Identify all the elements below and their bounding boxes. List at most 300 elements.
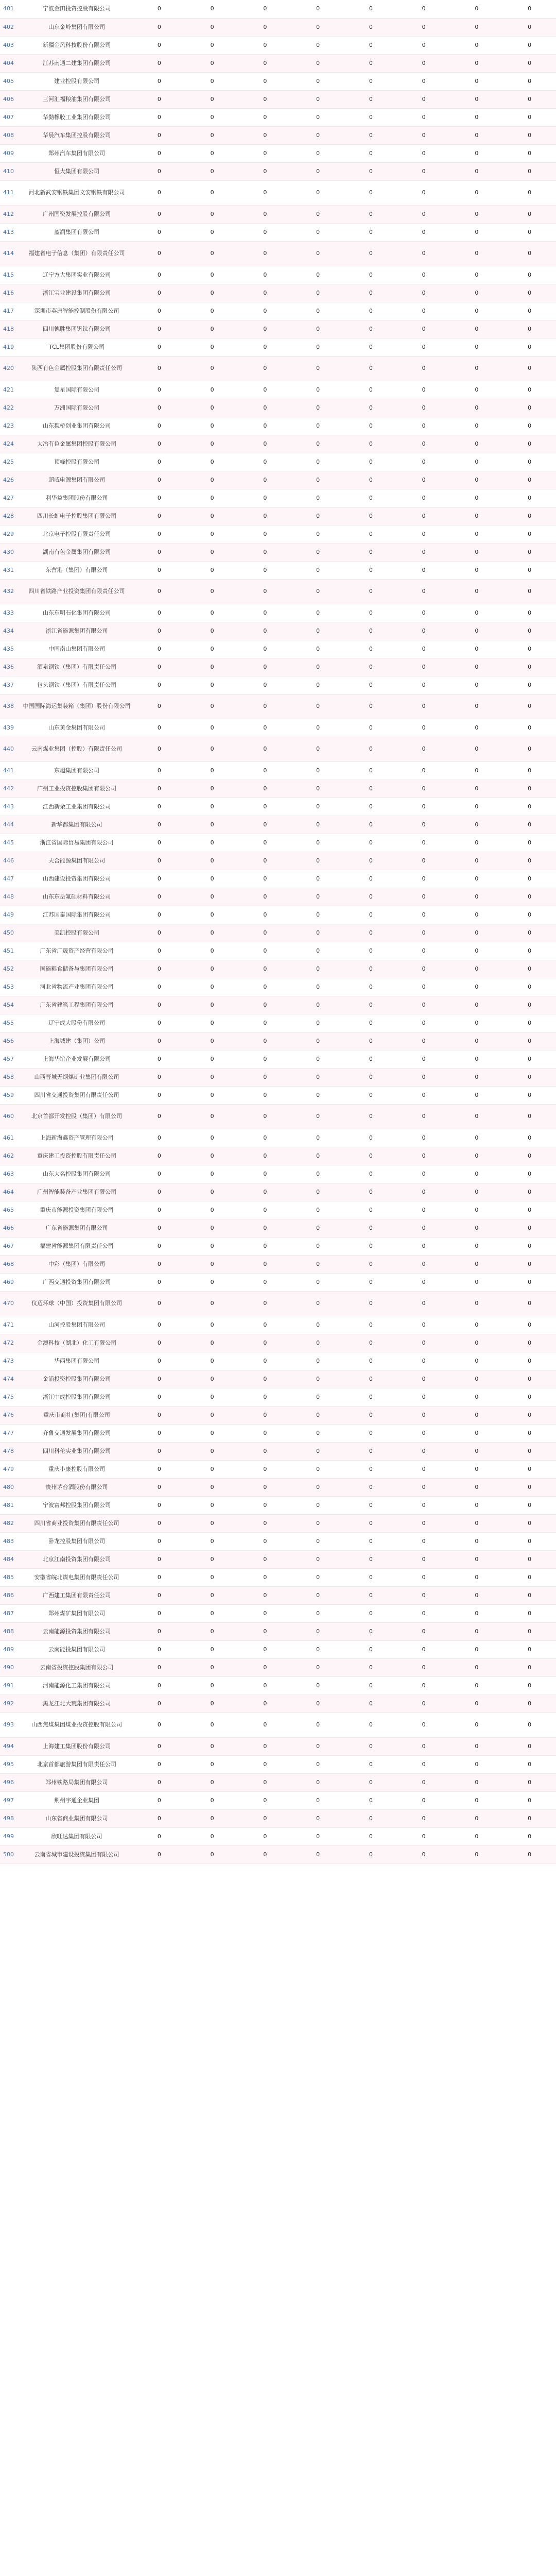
- value-cell: 0: [291, 453, 344, 471]
- value-cell: 0: [397, 1694, 450, 1713]
- value-cell: 0: [450, 1068, 503, 1086]
- rank-cell: 410: [0, 162, 21, 180]
- company-name-cell: 山东金岭集团有限公司: [21, 18, 133, 36]
- value-cell: 0: [397, 1604, 450, 1622]
- value-cell: 0: [344, 1316, 397, 1334]
- company-name-cell: 江苏南通二建集团有限公司: [21, 54, 133, 72]
- value-cell: 0: [344, 604, 397, 622]
- value-cell: 0: [291, 1640, 344, 1658]
- value-cell: 0: [397, 1809, 450, 1827]
- value-cell: 0: [503, 1478, 556, 1496]
- rank-cell: 487: [0, 1604, 21, 1622]
- value-cell: 0: [186, 1622, 239, 1640]
- value-cell: 0: [344, 302, 397, 320]
- value-cell: 0: [344, 18, 397, 36]
- value-cell: 0: [239, 1460, 292, 1478]
- value-cell: 0: [291, 779, 344, 798]
- value-cell: 0: [344, 1183, 397, 1201]
- value-cell: 0: [186, 996, 239, 1014]
- rank-cell: 439: [0, 719, 21, 737]
- value-cell: 0: [450, 338, 503, 356]
- value-cell: 0: [239, 1086, 292, 1104]
- rank-cell: 440: [0, 737, 21, 761]
- value-cell: 0: [450, 1442, 503, 1460]
- value-cell: 0: [239, 676, 292, 694]
- value-cell: 0: [133, 302, 186, 320]
- value-cell: 0: [186, 1532, 239, 1550]
- table-row: [0, 144, 556, 162]
- table-row: [0, 72, 556, 90]
- rank-cell: 480: [0, 1478, 21, 1496]
- company-name-cell: 广东省建筑工程集团有限公司: [21, 996, 133, 1014]
- value-cell: 0: [133, 1352, 186, 1370]
- value-cell: 0: [503, 1791, 556, 1809]
- value-cell: 0: [239, 1183, 292, 1201]
- value-cell: 0: [186, 241, 239, 266]
- value-cell: 0: [450, 834, 503, 852]
- value-cell: 0: [133, 1478, 186, 1496]
- value-cell: 0: [186, 1514, 239, 1532]
- value-cell: 0: [503, 223, 556, 241]
- value-cell: 0: [397, 888, 450, 906]
- table-row: [0, 453, 556, 471]
- value-cell: 0: [397, 1273, 450, 1291]
- value-cell: 0: [450, 640, 503, 658]
- value-cell: 0: [397, 1514, 450, 1532]
- value-cell: 0: [239, 507, 292, 525]
- value-cell: 0: [239, 1845, 292, 1863]
- table-row: [0, 266, 556, 284]
- value-cell: 0: [503, 72, 556, 90]
- company-name-cell: 山西焦煤集团煤业投资控股有限公司: [21, 1713, 133, 1737]
- value-cell: 0: [397, 223, 450, 241]
- value-cell: 0: [133, 1237, 186, 1255]
- table-row: [0, 205, 556, 223]
- value-cell: 0: [397, 356, 450, 381]
- value-cell: 0: [503, 942, 556, 960]
- value-cell: 0: [291, 870, 344, 888]
- value-cell: 0: [239, 1478, 292, 1496]
- value-cell: 0: [291, 108, 344, 126]
- value-cell: 0: [344, 1809, 397, 1827]
- company-name-cell: 贵州茅台酒股份有限公司: [21, 1478, 133, 1496]
- value-cell: 0: [239, 453, 292, 471]
- value-cell: 0: [239, 834, 292, 852]
- value-cell: 0: [239, 1219, 292, 1237]
- value-cell: 0: [239, 604, 292, 622]
- rank-cell: 438: [0, 694, 21, 719]
- value-cell: 0: [291, 978, 344, 996]
- company-name-cell: 天合能源集团有限公司: [21, 852, 133, 870]
- company-name-cell: 宁波富邦控股集团有限公司: [21, 1496, 133, 1514]
- value-cell: 0: [450, 525, 503, 543]
- value-cell: 0: [503, 1713, 556, 1737]
- company-name-cell: 包头钢铁（集团）有限责任公司: [21, 676, 133, 694]
- value-cell: 0: [450, 18, 503, 36]
- rank-cell: 456: [0, 1032, 21, 1050]
- value-cell: 0: [186, 302, 239, 320]
- table-row: [0, 543, 556, 561]
- value-cell: 0: [133, 1568, 186, 1586]
- rank-cell: 460: [0, 1104, 21, 1129]
- company-name-cell: 云南能投集团有限公司: [21, 1640, 133, 1658]
- value-cell: 0: [450, 1050, 503, 1068]
- table-row: [0, 1370, 556, 1388]
- value-cell: 0: [397, 302, 450, 320]
- rank-cell: 496: [0, 1773, 21, 1791]
- rank-cell: 470: [0, 1291, 21, 1316]
- value-cell: 0: [133, 1050, 186, 1068]
- value-cell: 0: [239, 1147, 292, 1165]
- value-cell: 0: [291, 1406, 344, 1424]
- value-cell: 0: [450, 417, 503, 435]
- company-name-cell: 恒大集团有限公司: [21, 162, 133, 180]
- value-cell: 0: [133, 1104, 186, 1129]
- table-row: [0, 471, 556, 489]
- value-cell: 0: [239, 888, 292, 906]
- rank-cell: 432: [0, 579, 21, 604]
- table-row: [0, 1086, 556, 1104]
- value-cell: 0: [344, 144, 397, 162]
- value-cell: 0: [397, 640, 450, 658]
- value-cell: 0: [344, 417, 397, 435]
- value-cell: 0: [344, 816, 397, 834]
- value-cell: 0: [450, 1496, 503, 1514]
- value-cell: 0: [133, 223, 186, 241]
- value-cell: 0: [344, 471, 397, 489]
- value-cell: 0: [133, 1255, 186, 1273]
- value-cell: 0: [186, 1550, 239, 1568]
- value-cell: 0: [503, 399, 556, 417]
- value-cell: 0: [503, 205, 556, 223]
- value-cell: 0: [344, 1622, 397, 1640]
- value-cell: 0: [503, 870, 556, 888]
- value-cell: 0: [450, 1713, 503, 1737]
- table-row: [0, 604, 556, 622]
- value-cell: 0: [291, 180, 344, 205]
- value-cell: 0: [133, 870, 186, 888]
- value-cell: 0: [186, 72, 239, 90]
- value-cell: 0: [291, 266, 344, 284]
- value-cell: 0: [239, 579, 292, 604]
- table-row: [0, 579, 556, 604]
- table-row: [0, 852, 556, 870]
- value-cell: 0: [239, 1622, 292, 1640]
- rank-cell: 408: [0, 126, 21, 144]
- value-cell: 0: [291, 302, 344, 320]
- value-cell: 0: [344, 870, 397, 888]
- value-cell: 0: [239, 1586, 292, 1604]
- value-cell: 0: [503, 1737, 556, 1755]
- value-cell: 0: [133, 1032, 186, 1050]
- rank-cell: 457: [0, 1050, 21, 1068]
- value-cell: 0: [239, 1532, 292, 1550]
- value-cell: 0: [503, 561, 556, 579]
- value-cell: 0: [503, 1388, 556, 1406]
- value-cell: 0: [239, 1370, 292, 1388]
- value-cell: 0: [344, 761, 397, 779]
- value-cell: 0: [133, 1773, 186, 1791]
- value-cell: 0: [503, 266, 556, 284]
- value-cell: 0: [503, 676, 556, 694]
- value-cell: 0: [186, 1165, 239, 1183]
- table-row: [0, 960, 556, 978]
- value-cell: 0: [239, 924, 292, 942]
- value-cell: 0: [503, 579, 556, 604]
- value-cell: 0: [186, 1147, 239, 1165]
- value-cell: 0: [397, 1532, 450, 1550]
- value-cell: 0: [133, 960, 186, 978]
- company-name-cell: 山河控股集团有限公司: [21, 1316, 133, 1334]
- table-row: [0, 737, 556, 761]
- value-cell: 0: [133, 1273, 186, 1291]
- value-cell: 0: [450, 1604, 503, 1622]
- value-cell: 0: [503, 1183, 556, 1201]
- value-cell: 0: [239, 205, 292, 223]
- value-cell: 0: [397, 978, 450, 996]
- table-row: [0, 338, 556, 356]
- value-cell: 0: [291, 694, 344, 719]
- value-cell: 0: [239, 1791, 292, 1809]
- rank-cell: 433: [0, 604, 21, 622]
- value-cell: 0: [503, 1165, 556, 1183]
- value-cell: 0: [397, 1147, 450, 1165]
- value-cell: 0: [503, 1604, 556, 1622]
- company-name-cell: 广州工业投资控股集团有限公司: [21, 779, 133, 798]
- value-cell: 0: [344, 1514, 397, 1532]
- table-row: [0, 719, 556, 737]
- value-cell: 0: [397, 1827, 450, 1845]
- value-cell: 0: [291, 1809, 344, 1827]
- value-cell: 0: [186, 284, 239, 302]
- value-cell: 0: [450, 1255, 503, 1273]
- value-cell: 0: [397, 525, 450, 543]
- table-row: [0, 1496, 556, 1514]
- value-cell: 0: [450, 205, 503, 223]
- value-cell: 0: [397, 852, 450, 870]
- company-name-cell: 国能粮食储备与集团有限公司: [21, 960, 133, 978]
- company-name-cell: 河北新武安钢铁集团文安钢铁有限公司: [21, 180, 133, 205]
- company-name-cell: 湖南有色金属集团有限公司: [21, 543, 133, 561]
- value-cell: 0: [397, 1442, 450, 1460]
- value-cell: 0: [239, 223, 292, 241]
- value-cell: 0: [133, 1460, 186, 1478]
- value-cell: 0: [133, 622, 186, 640]
- value-cell: 0: [397, 1755, 450, 1773]
- value-cell: 0: [397, 1676, 450, 1694]
- table-row: [0, 1273, 556, 1291]
- company-name-cell: 北京电子控股有限责任公司: [21, 525, 133, 543]
- value-cell: 0: [503, 471, 556, 489]
- table-row: [0, 1737, 556, 1755]
- value-cell: 0: [186, 1713, 239, 1737]
- value-cell: 0: [239, 1424, 292, 1442]
- value-cell: 0: [186, 1104, 239, 1129]
- table-row: [0, 1183, 556, 1201]
- value-cell: 0: [133, 1845, 186, 1863]
- value-cell: 0: [186, 640, 239, 658]
- value-cell: 0: [186, 906, 239, 924]
- table-row: [0, 906, 556, 924]
- table-row: [0, 1147, 556, 1165]
- value-cell: 0: [344, 676, 397, 694]
- rank-cell: 435: [0, 640, 21, 658]
- company-name-cell: 荆州宇通企业集团: [21, 1791, 133, 1809]
- value-cell: 0: [186, 1068, 239, 1086]
- value-cell: 0: [186, 694, 239, 719]
- value-cell: 0: [239, 852, 292, 870]
- value-cell: 0: [450, 1568, 503, 1586]
- value-cell: 0: [503, 924, 556, 942]
- value-cell: 0: [397, 338, 450, 356]
- rank-cell: 445: [0, 834, 21, 852]
- value-cell: 0: [397, 737, 450, 761]
- value-cell: 0: [239, 1388, 292, 1406]
- table-row: [0, 1014, 556, 1032]
- company-name-cell: 云南煤业集团（控股）有限责任公司: [21, 737, 133, 761]
- value-cell: 0: [344, 525, 397, 543]
- value-cell: 0: [503, 0, 556, 18]
- value-cell: 0: [186, 960, 239, 978]
- value-cell: 0: [239, 525, 292, 543]
- table-row: [0, 1514, 556, 1532]
- value-cell: 0: [133, 507, 186, 525]
- value-cell: 0: [239, 694, 292, 719]
- value-cell: 0: [291, 223, 344, 241]
- rank-cell: 409: [0, 144, 21, 162]
- value-cell: 0: [291, 1014, 344, 1032]
- table-row: [0, 996, 556, 1014]
- value-cell: 0: [186, 1460, 239, 1478]
- value-cell: 0: [344, 1201, 397, 1219]
- value-cell: 0: [503, 1676, 556, 1694]
- value-cell: 0: [503, 1291, 556, 1316]
- value-cell: 0: [186, 399, 239, 417]
- value-cell: 0: [186, 1237, 239, 1255]
- value-cell: 0: [133, 779, 186, 798]
- value-cell: 0: [503, 180, 556, 205]
- rank-cell: 479: [0, 1460, 21, 1478]
- value-cell: 0: [186, 126, 239, 144]
- rank-cell: 443: [0, 798, 21, 816]
- value-cell: 0: [291, 719, 344, 737]
- value-cell: 0: [397, 1334, 450, 1352]
- value-cell: 0: [344, 1255, 397, 1273]
- value-cell: 0: [186, 1129, 239, 1147]
- value-cell: 0: [503, 1316, 556, 1334]
- value-cell: 0: [397, 266, 450, 284]
- value-cell: 0: [291, 543, 344, 561]
- value-cell: 0: [239, 561, 292, 579]
- value-cell: 0: [186, 1694, 239, 1713]
- value-cell: 0: [503, 1496, 556, 1514]
- table-row: [0, 320, 556, 338]
- value-cell: 0: [291, 320, 344, 338]
- value-cell: 0: [344, 1604, 397, 1622]
- table-row: [0, 525, 556, 543]
- company-name-cell: 郑州汽车集团有限公司: [21, 144, 133, 162]
- value-cell: 0: [186, 1050, 239, 1068]
- value-cell: 0: [344, 1086, 397, 1104]
- value-cell: 0: [133, 834, 186, 852]
- value-cell: 0: [186, 1316, 239, 1334]
- value-cell: 0: [186, 1827, 239, 1845]
- value-cell: 0: [503, 284, 556, 302]
- value-cell: 0: [397, 1316, 450, 1334]
- value-cell: 0: [291, 888, 344, 906]
- value-cell: 0: [239, 0, 292, 18]
- company-name-cell: 欣旺达集团有限公司: [21, 1827, 133, 1845]
- value-cell: 0: [239, 761, 292, 779]
- value-cell: 0: [291, 471, 344, 489]
- value-cell: 0: [133, 54, 186, 72]
- company-name-cell: 齐鲁交通发展集团有限公司: [21, 1424, 133, 1442]
- table-row: [0, 1532, 556, 1550]
- value-cell: 0: [397, 996, 450, 1014]
- value-cell: 0: [291, 1713, 344, 1737]
- value-cell: 0: [397, 1424, 450, 1442]
- company-name-cell: 辽宁成大股份有限公司: [21, 1014, 133, 1032]
- value-cell: 0: [186, 543, 239, 561]
- table-row: [0, 1291, 556, 1316]
- rank-cell: 467: [0, 1237, 21, 1255]
- value-cell: 0: [503, 320, 556, 338]
- value-cell: 0: [186, 1478, 239, 1496]
- value-cell: 0: [239, 1550, 292, 1568]
- value-cell: 0: [450, 622, 503, 640]
- company-name-cell: 四川省交通投资集团有限责任公司: [21, 1086, 133, 1104]
- value-cell: 0: [239, 356, 292, 381]
- rank-cell: 485: [0, 1568, 21, 1586]
- value-cell: 0: [503, 489, 556, 507]
- value-cell: 0: [291, 507, 344, 525]
- value-cell: 0: [291, 996, 344, 1014]
- value-cell: 0: [397, 1586, 450, 1604]
- value-cell: 0: [344, 888, 397, 906]
- value-cell: 0: [133, 1640, 186, 1658]
- value-cell: 0: [503, 694, 556, 719]
- rank-cell: 404: [0, 54, 21, 72]
- value-cell: 0: [503, 1219, 556, 1237]
- table-row: [0, 1604, 556, 1622]
- value-cell: 0: [291, 399, 344, 417]
- value-cell: 0: [239, 1316, 292, 1334]
- table-row: [0, 924, 556, 942]
- value-cell: 0: [397, 0, 450, 18]
- value-cell: 0: [503, 1273, 556, 1291]
- value-cell: 0: [291, 525, 344, 543]
- value-cell: 0: [344, 579, 397, 604]
- rank-cell: 494: [0, 1737, 21, 1755]
- value-cell: 0: [344, 1165, 397, 1183]
- value-cell: 0: [503, 1640, 556, 1658]
- company-name-cell: 超威电源集团有限公司: [21, 471, 133, 489]
- value-cell: 0: [397, 1352, 450, 1370]
- value-cell: 0: [291, 1424, 344, 1442]
- value-cell: 0: [344, 1370, 397, 1388]
- value-cell: 0: [291, 761, 344, 779]
- rank-cell: 448: [0, 888, 21, 906]
- value-cell: 0: [344, 658, 397, 676]
- value-cell: 0: [133, 1316, 186, 1334]
- value-cell: 0: [503, 1129, 556, 1147]
- value-cell: 0: [133, 761, 186, 779]
- value-cell: 0: [291, 737, 344, 761]
- value-cell: 0: [239, 108, 292, 126]
- table-row: [0, 435, 556, 453]
- value-cell: 0: [239, 435, 292, 453]
- value-cell: 0: [186, 779, 239, 798]
